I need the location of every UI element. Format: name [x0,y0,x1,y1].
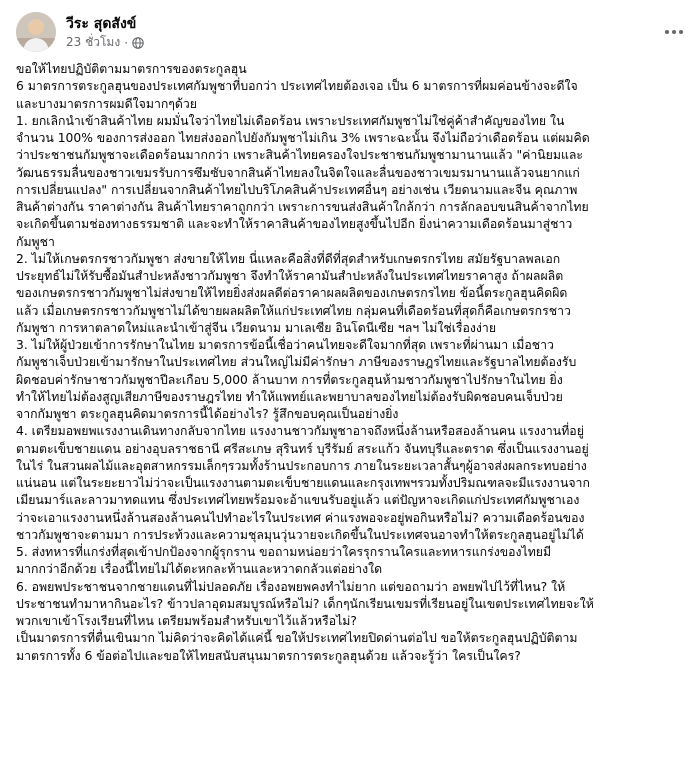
post-line: ขอให้ไทยปฏิบัติตามมาตรการของตระกูลฮุน [16,62,247,76]
meta-separator: · [124,35,129,50]
post-line: เป็นมาตรการที่ตื่นเขินมาก ไม่คิดว่าจะคิดได้แค่นี้ ขอให้ประเทศไทยปิดด่านต่อไป ขอให้ตระกูลฮุนปฏิบัติตาม [16,631,578,646]
post-line: 4. เตรียมอพยพแรงงานเดินทางกลับจากไทย แรงงานชาวกัมพูชาอาจถึงหนึ่งล้านหรือสองล้านคน แรงงานที่อยู่ [16,424,584,439]
post-line: พวกเขาเข้าโรงเรียนที่ไหน เตรียมพร้อมสำหรับเขาไว้แล้วหรือไม่? [16,614,357,628]
globe-icon[interactable] [132,37,144,49]
post-line: กัมพูชา การหาตลาดใหม่และนำเข้าสู่จีน เวียดนาม มาเลเซีย อินโดนีเซีย ฯลฯ ไม่ใช่เรื่องง่าย [16,320,497,335]
post-line: สินค้าต่างกัน ราคาต่างกัน สินค้าไทยราคาถูกกว่า เพราะการขนส่งสินค้าใกล้กว่า การลักลอบขนสินค้าจากไทย [16,200,589,214]
avatar[interactable] [16,12,56,52]
author-name[interactable]: วีระ สุดสังข์ [66,16,137,32]
post-line: จากกัมพูชา ตระกูลฮุนคิดมาตรการนี้ได้อย่างไร? รู้สึกขอบคุณเป็นอย่างยิ่ง [16,407,399,421]
post-line: 3. ไม่ให้ผู้ป่วยเข้าการรักษาในไทย มาตรการข้อนี้เชื่อว่าคนไทยจะดีใจมากที่สุด เพราะที่ผ่านมา เมื่อชาว [16,338,554,352]
post-line: ตามตะเข็บชายแดน อย่างอุบลราชธานี ศรีสะเกษ สุรินทร์ บุรีรัมย์ สระแก้ว จันทบุรีและตราด ซึ่งเป็นแรงงานอยู่ [16,441,589,456]
post-line: ทำให้ไทยไม่ต้องสูญเสียภาษีของราษฎรไทย ทำให้แพทย์และพยาบาลของไทยไม่ต้องรับผิดชอบคนเจ็บป่วย [16,389,563,404]
post-line: ว่าประชาชนกัมพูชาจะเดือดร้อนมากกว่า เพราะสินค้าไทยครองใจประชาชนกัมพูชามานานแล้ว "ค่านิยมและ [16,148,584,163]
post-line: และบางมาตรการผมดีใจมากๆด้วย [16,96,198,111]
post-line: แล้ว เมื่อเกษตรกรชาวกัมพูชาไม่ได้ขายผลผลิตให้แก่ประเทศไทย กลุ่มคนที่เดือดร้อนที่สุดก็คือเกษตรกรชาว [16,303,571,318]
more-options-icon [664,29,684,35]
post-line: ประชาชนทำมาหากินอะไร? ข้าวปลาอุดมสมบูรณ์หรือไม่? เด็กๆนักเรียนเขมรที่เรียนอยู่ในเขตประเทศไทยจะให้ [16,596,594,611]
post-meta [66,33,144,52]
post-line: กัมพูชา [16,234,55,249]
post-line: การเปลี่ยนแปลง" การเปลี่ยนจากสินค้าไทยไปบริโภคสินค้าประเทศอื่นๆ อย่างเช่น เวียดนามและจีน คุณภาพ [16,182,578,197]
post-line: ว่าจะเอาแรงงานหนึ่งล้านสองล้านคนไปทำอะไรในประเทศ ค่าแรงพอจะอยู่พอกินหรือไม่? ความเดือดร้อนของ [16,510,585,525]
post-line: จำนวน 100% ของการส่งออก ไทยส่งออกไปยังกัมพูชาไม่เกิน 3% เพราะฉะนั้น จึงไม่ถือว่าเดือดร้อน แต่ผมคิด [16,131,590,145]
post-line: ในไร่ ในสวนผลไม้และอุตสาหกรรมเล็กๆรวมทั้งร้านประกอบการ ภายในระยะเวลาสั้นๆผู้อาจส่งผลกระทบอย่าง [16,458,587,473]
post-line: เมียนมาร์และลาวมาทดแทน ซึ่งประเทศไทยพร้อมจะอ้าแขนรับอยู่แล้ว แต่ปัญหาจะเกิดแก่ประเทศกัมพูชาเอง [16,493,580,508]
more-options-button[interactable] [656,14,692,50]
post-line: 5. ส่งทหารที่แกร่งที่สุดเข้าปกป้องจากผู้รุกราน ขอถามหน่อยว่าใครรุกรานใครและทหารแกร่งของไทยมี [16,545,552,559]
post-time[interactable]: 23 ชั่วโมง [66,35,121,49]
post-line: กัมพูชาเจ็บป่วยเข้ามารักษาในประเทศไทย ส่วนใหญ่ไม่มีค่ารักษา ภาษีของราษฎรไทยและรัฐบาลไทยต้องรับ [16,355,577,370]
post-line: วัฒนธรรมลื่นของชาวเขมรรับการซึมซับจากสินค้าไทยลงในจิตใจและลื่นของชาวเขมรมานานแล้วจนยากแก่ [16,165,580,180]
post-line: ผิดชอบค่ารักษาชาวกัมพูชาปีละเกือบ 5,000 ล้านบาท การที่ตระกูลฮุนห้ามชาวกัมพูชาไปรักษาในไทย ยิ่ง [16,372,563,387]
post-line: ประยุทธ์ไม่ให้รับซื้อมันสำปะหลังชาวกัมพูชา จึงทำให้ราคามันสำปะหลังในประเทศไทยราคาสูง ถ้าผลผลิต [16,269,564,283]
avatar-image [16,12,56,52]
post-line: ของเกษตรกรชาวกัมพูชาไม่ส่งขายให้ไทยยิ่งส่งผลดีต่อราคาผลผลิตของเกษตรกรไทย ข้อนี้ตระกูลฮุนคิดผิด [16,286,568,301]
post-line: 1. ยกเลิกนำเข้าสินค้าไทย ผมมั่นใจว่าไทยไม่เดือดร้อน เพราะประเทศกัมพูชาไม่ใช่คู่ค้าสำคัญของไทย ใน [16,113,565,128]
post-header [16,12,684,52]
post-line: 6 มาตรการตระกูลฮุนของประเทศกัมพูชาที่บอกว่า ประเทศไทยต้องเจอ เป็น 6 มาตรการที่ผมค่อนข้างจะดีใจ [16,79,578,94]
post-line: ชาวกัมพูชาจะตามมา การประท้วงและความชุลมุนวุ่นวายจะเกิดขึ้นในประเทศจนอาจทำให้ตระกูลฮุนอยู่ไม่ได้ [16,527,584,542]
post-line: 6. อพยพประชาชนจากชายแดนที่ไม่ปลอดภัย เรื่องอพยพคงทำไม่ยาก แต่ขอถามว่า อพยพไปไว้ที่ไหน? ให้ [16,579,566,594]
post-line: มากกว่าอีกด้วย เรื่องนี้ไทยไม่ได้ตะหกละท้านและหวาดกลัวแต่อย่างใด [16,562,383,577]
post-text [16,61,690,665]
post-line: มาตรการทั้ง 6 ข้อต่อไปและขอให้ไทยสนับสนุนมาตรการตระกูลฮุนด้วย แล้วจะรู้ว่า ใครเป็นใคร? [16,648,521,663]
post-line: แน่นอน แต่ในระยะยาวไม่ว่าจะเป็นแรงงานตามตะเข็บชายแดนและกรุงเทพฯรวมทั้งปริมณฑลจะมีแรงงานจาก [16,476,590,490]
post-line: จะเกิดขึ้นตามช่องทางธรรมชาติ และจะทำให้ราคาสินค้าของไทยสูงขึ้นไปอีก ยิ่งน่าความเดือดร้อนมาสู่ชาว [16,217,573,232]
post-line: 2. ไม่ให้เกษตรกรชาวกัมพูชา ส่งขายให้ไทย นี่แหละคือสิ่งที่ดีที่สุดสำหรับเกษตรกรไทย สมัยรัฐบาลพลเอก [16,251,561,266]
